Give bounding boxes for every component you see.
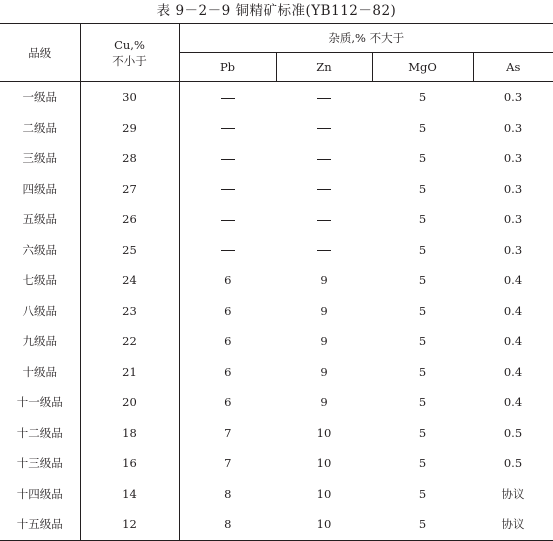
- header-cu-line2: 不小于: [112, 53, 147, 68]
- cell-pb: 6: [224, 395, 232, 410]
- cell-cu: 14: [80, 479, 179, 510]
- cell-mgo: 5: [418, 273, 427, 288]
- cell-grade: 十二级品: [0, 418, 80, 449]
- cell-zn: 9: [320, 273, 328, 288]
- cell-as: 协议: [473, 509, 553, 540]
- cell-mgo: 5: [418, 486, 427, 501]
- table-row: [0, 326, 553, 357]
- cell-grade: 二级品: [0, 113, 80, 144]
- dash-mark: [317, 159, 331, 160]
- cell-pb: [179, 143, 276, 174]
- cell-pb: [179, 235, 276, 266]
- cell-pb: 6: [224, 273, 232, 288]
- table-row: [0, 387, 553, 418]
- table-caption: 表 9－2－9 铜精矿标准(YB112－82): [156, 3, 397, 19]
- table-row: [0, 174, 553, 205]
- cell-zn: 9: [320, 303, 328, 318]
- header-impurity-group: 杂质,% 不大于: [179, 24, 553, 53]
- copper-concentrate-standard-table: [0, 23, 553, 541]
- cell-pb: 8: [179, 509, 276, 540]
- cell-zn: 9: [320, 364, 328, 379]
- cell-mgo: 5: [418, 181, 427, 196]
- dash-mark: [317, 98, 331, 99]
- cell-as: 0.3: [503, 242, 523, 257]
- cell-cu: 30: [80, 82, 179, 113]
- cell-cu: 28: [80, 143, 179, 174]
- cell-cu: 25: [80, 235, 179, 266]
- cell-zn: [276, 82, 372, 113]
- table-row: [0, 204, 553, 235]
- cell-as: 0.4: [503, 273, 523, 288]
- table-row: [0, 235, 553, 266]
- cell-mgo: 5: [418, 151, 427, 166]
- cell-cu: 21: [80, 357, 179, 388]
- header-grade: 品级: [0, 24, 80, 82]
- cell-cu: 27: [80, 174, 179, 205]
- header-as: As: [473, 53, 553, 82]
- cell-zn: 10: [316, 425, 332, 440]
- cell-zn: 10: [316, 486, 332, 501]
- cell-pb: [179, 82, 276, 113]
- cell-mgo: 5: [418, 456, 427, 471]
- cell-grade: 九级品: [0, 326, 80, 357]
- cell-grade: 十四级品: [0, 479, 80, 510]
- cell-mgo: 5: [418, 212, 427, 227]
- cell-mgo: 5: [418, 242, 427, 257]
- cell-grade: 五级品: [0, 204, 80, 235]
- cell-mgo: 5: [418, 90, 427, 105]
- cell-as: 0.3: [503, 151, 523, 166]
- dash-mark: [221, 98, 235, 99]
- table-row: [0, 418, 553, 449]
- table-row: [0, 509, 553, 540]
- cell-grade: 四级品: [0, 174, 80, 205]
- cell-grade: 十一级品: [0, 387, 80, 418]
- cell-zn: [276, 204, 372, 235]
- cell-pb: 7: [224, 425, 232, 440]
- table-row: [0, 296, 553, 327]
- dash-mark: [221, 189, 235, 190]
- cell-zn: 9: [320, 395, 328, 410]
- cell-as: 0.4: [503, 303, 523, 318]
- cell-cu: 16: [80, 448, 179, 479]
- cell-zn: 10: [276, 509, 372, 540]
- cell-cu: 18: [80, 418, 179, 449]
- cell-as: 0.4: [503, 364, 523, 379]
- cell-mgo: 5: [418, 395, 427, 410]
- dash-mark: [221, 220, 235, 221]
- cell-cu: 12: [80, 509, 179, 540]
- cell-grade: 十级品: [0, 357, 80, 388]
- cell-cu: 22: [80, 326, 179, 357]
- table-row: [0, 113, 553, 144]
- table-row: [0, 357, 553, 388]
- cell-pb: 6: [224, 364, 232, 379]
- table-row: [0, 265, 553, 296]
- header-zn: Zn: [276, 53, 372, 82]
- table-row: [0, 82, 553, 113]
- table-row: [0, 448, 553, 479]
- cell-zn: [276, 113, 372, 144]
- dash-mark: [221, 128, 235, 129]
- cell-cu: 26: [80, 204, 179, 235]
- dash-mark: [317, 128, 331, 129]
- cell-grade: 十三级品: [0, 448, 80, 479]
- cell-grade: 十五级品: [0, 509, 80, 540]
- cell-as: 0.5: [503, 425, 523, 440]
- table-row: [0, 143, 553, 174]
- cell-as: 协议: [501, 486, 525, 501]
- dash-mark: [317, 220, 331, 221]
- cell-pb: 6: [224, 303, 232, 318]
- dash-mark: [317, 189, 331, 190]
- cell-pb: [179, 174, 276, 205]
- cell-zn: 9: [320, 334, 328, 349]
- cell-pb: 7: [224, 456, 232, 471]
- cell-as: 0.4: [503, 395, 523, 410]
- cell-pb: [179, 113, 276, 144]
- header-cu: [80, 24, 179, 82]
- cell-zn: 10: [316, 456, 332, 471]
- dash-mark: [221, 250, 235, 251]
- table-row: [0, 479, 553, 510]
- cell-mgo: 5: [418, 303, 427, 318]
- header-pb: Pb: [179, 53, 276, 82]
- cell-cu: 29: [80, 113, 179, 144]
- cell-as: 0.3: [503, 120, 523, 135]
- cell-mgo: 5: [418, 334, 427, 349]
- cell-as: 0.5: [503, 456, 523, 471]
- header-cu-line1: Cu,%: [114, 37, 145, 52]
- cell-cu: 20: [80, 387, 179, 418]
- cell-pb: [179, 204, 276, 235]
- cell-cu: 24: [80, 265, 179, 296]
- cell-grade: 一级品: [0, 82, 80, 113]
- cell-grade: 八级品: [0, 296, 80, 327]
- cell-as: 0.3: [503, 90, 523, 105]
- dash-mark: [317, 250, 331, 251]
- cell-zn: [276, 235, 372, 266]
- cell-grade: 三级品: [0, 143, 80, 174]
- dash-mark: [221, 159, 235, 160]
- cell-mgo: 5: [418, 364, 427, 379]
- header-mgo: MgO: [372, 53, 473, 82]
- cell-zn: [276, 143, 372, 174]
- cell-grade: 七级品: [0, 265, 80, 296]
- cell-mgo: 5: [372, 509, 473, 540]
- cell-zn: [276, 174, 372, 205]
- cell-as: 0.3: [503, 181, 523, 196]
- cell-mgo: 5: [418, 120, 427, 135]
- cell-as: 0.4: [503, 334, 523, 349]
- cell-as: 0.3: [503, 212, 523, 227]
- cell-grade: 六级品: [0, 235, 80, 266]
- cell-cu: 23: [80, 296, 179, 327]
- cell-pb: 8: [224, 486, 232, 501]
- table-body: [0, 82, 553, 541]
- cell-pb: 6: [224, 334, 232, 349]
- cell-mgo: 5: [418, 425, 427, 440]
